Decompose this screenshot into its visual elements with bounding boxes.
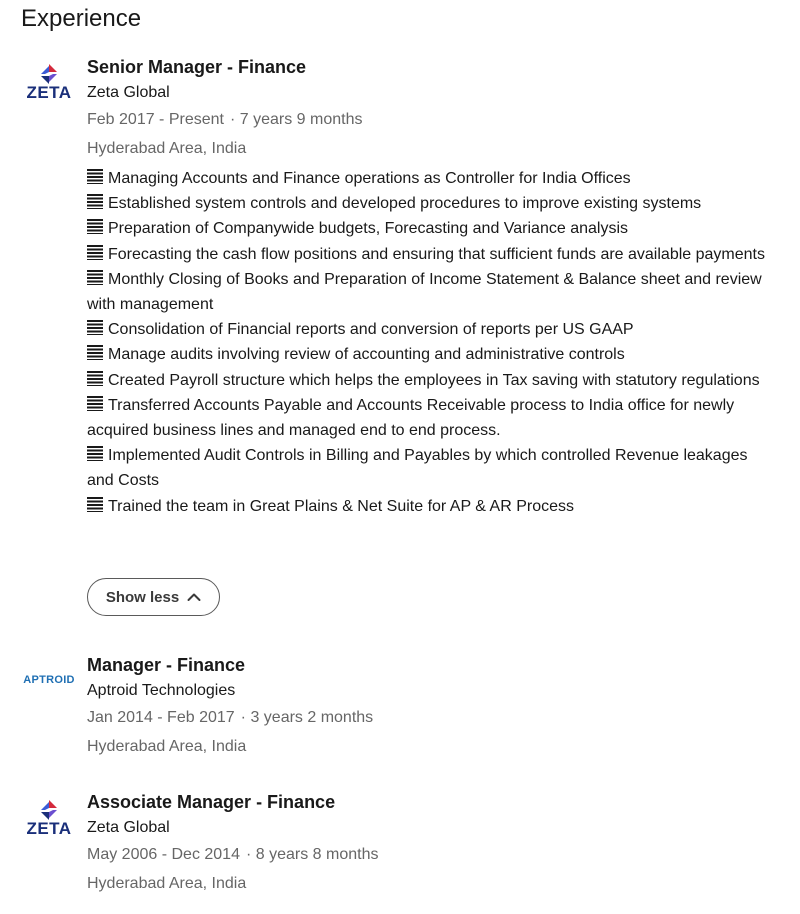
list-item: Established system controls and developed procedures to improve existing systems [87, 191, 777, 216]
bullet-icon [87, 396, 103, 411]
list-item: Implemented Audit Controls in Billing and Payables by which controlled Revenue leakages and Costs [87, 447, 748, 490]
bullet-icon [87, 245, 103, 260]
company-name: Aptroid Technologies [87, 682, 236, 699]
aptroid-logo-icon [49, 686, 50, 690]
bullet-icon [87, 194, 103, 209]
dates: Feb 2017 - Present [87, 111, 224, 128]
job-title[interactable]: Manager - Finance [87, 655, 246, 675]
job-title[interactable]: Associate Manager - Finance [87, 792, 336, 812]
section-title: Experience [21, 5, 142, 32]
logo-text: ZETA [26, 819, 72, 838]
chevron-up-icon [187, 592, 201, 602]
date-range [87, 108, 777, 132]
company-name: Zeta Global [87, 819, 170, 836]
company-logo[interactable] [24, 57, 74, 107]
bullet-icon [87, 345, 103, 360]
company-logo[interactable] [24, 793, 74, 843]
list-item: Created Payroll structure which helps the employees in Tax saving with statutory regulations [87, 368, 777, 393]
bullet-icon [87, 320, 103, 335]
logo-text: ZETA [26, 83, 72, 102]
zeta-logo-icon [38, 63, 60, 85]
logo-text: APTROID [23, 674, 75, 686]
dates: Jan 2014 - Feb 2017 [87, 709, 235, 726]
bullet-icon [87, 270, 103, 285]
list-item: Manage audits involving review of accounting and administrative controls [87, 342, 777, 367]
location: Hyderabad Area, India [87, 875, 247, 892]
dates: May 2006 - Dec 2014 [87, 846, 240, 863]
list-item: Transferred Accounts Payable and Accounts Receivable process to India office for newly acquired business lines and managed end to end process. [87, 396, 735, 440]
duration: · 8 years 8 months [245, 846, 379, 863]
list-item: Managing Accounts and Finance operations as Controller for India Offices [87, 166, 777, 191]
location: Hyderabad Area, India [87, 140, 247, 157]
job-title[interactable]: Senior Manager - Finance [87, 57, 307, 77]
date-range [87, 843, 777, 867]
company-name: Zeta Global [87, 84, 170, 101]
duration: · 3 years 2 months [240, 709, 374, 726]
bullet-icon [87, 371, 103, 386]
zeta-logo-icon [38, 799, 60, 821]
company-logo[interactable] [24, 657, 74, 707]
show-less-button[interactable] [87, 578, 220, 616]
list-item: Trained the team in Great Plains & Net Suite for AP & AR Process [87, 494, 777, 519]
list-item: Consolidation of Financial reports and conversion of reports per US GAAP [87, 317, 777, 342]
bullet-icon [87, 169, 103, 184]
show-less-label: Show less [105, 588, 180, 606]
bullet-icon [87, 446, 103, 461]
list-item: Forecasting the cash flow positions and ensuring that sufficient funds are available payments [87, 242, 777, 267]
bullet-icon [87, 219, 103, 234]
bullet-icon [87, 497, 103, 512]
list-item: Monthly Closing of Books and Preparation of Income Statement & Balance sheet and review with management [87, 270, 762, 314]
date-range [87, 706, 777, 730]
description [87, 166, 777, 519]
duration: · 7 years 9 months [229, 111, 363, 128]
location: Hyderabad Area, India [87, 738, 247, 755]
list-item: Preparation of Companywide budgets, Forecasting and Variance analysis [87, 216, 777, 241]
